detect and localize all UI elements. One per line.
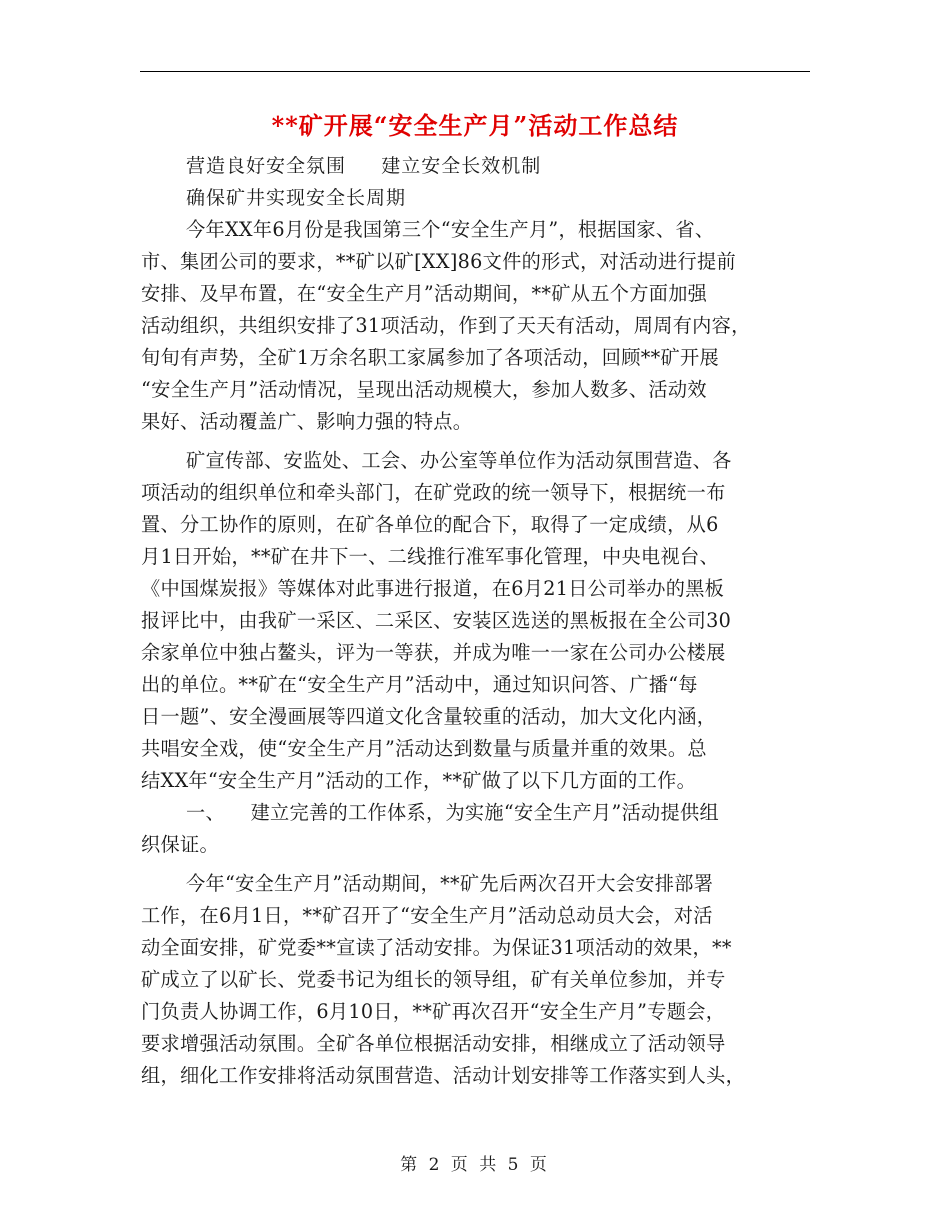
document-title: **矿开展“安全生产月”活动工作总结 — [271, 111, 679, 140]
body-line: 余家单位中独占鳌头，评为一等获，并成为唯一一家在公司办公楼展 — [141, 641, 726, 664]
body-line: 今年XX年6月份是我国第三个“安全生产月”，根据国家、省、 — [186, 218, 715, 241]
body-line: 共唱安全戏，使“安全生产月”活动达到数量与质量并重的效果。总 — [141, 737, 707, 760]
subtitle-line-2: 确保矿井实现安全长周期 — [186, 187, 407, 209]
body-line: 安排、及早布置，在“安全生产月”活动期间，**矿从五个方面加强 — [141, 282, 708, 305]
body-line: 门负责人协调工作，6月10日，**矿再次召开“安全生产月”专题会， — [141, 1000, 726, 1023]
body-line: 矿成立了以矿长、党委书记为组长的领导组，矿有关单位参加，并专 — [141, 968, 726, 991]
body-line: 工作，在6月1日，**矿召开了“安全生产月”活动总动员大会，对活 — [141, 904, 713, 927]
section-heading-line: 一、 建立完善的工作体系，为实施“安全生产月”活动提供组 — [186, 801, 720, 824]
body-line: 活动组织，共组织安排了31项活动，作到了天天有活动，周周有内容， — [141, 314, 751, 337]
body-line: 要求增强活动氛围。全矿各单位根据活动安排，相继成立了活动领导 — [141, 1032, 726, 1055]
body-line: 矿宣传部、安监处、工会、办公室等单位作为活动氛围营造、各 — [186, 449, 732, 472]
body-line: 出的单位。**矿在“安全生产月”活动中，通过知识问答、广播“每 — [141, 673, 698, 696]
body-line: 果好、活动覆盖广、影响力强的特点。 — [141, 410, 473, 433]
body-line: 动全面安排，矿党委**宣读了活动安排。为保证31项活动的效果，** — [141, 936, 732, 959]
body-line: 旬旬有声势，全矿1万余名职工家属参加了各项活动，回顾**矿开展 — [141, 346, 719, 369]
body-line: 市、集团公司的要求，**矿以矿[XX]86文件的形式，对活动进行提前 — [141, 250, 736, 273]
body-line: “安全生产月”活动情况，呈现出活动规模大，参加人数多、活动效 — [141, 378, 707, 401]
body-line: 组，细化工作安排将活动氛围营造、活动计划安排等工作落实到人头， — [141, 1064, 746, 1087]
body-line: 今年“安全生产月”活动期间，**矿先后两次召开大会安排部署 — [186, 872, 714, 895]
header-rule — [140, 71, 810, 72]
body-line: 月1日开始，**矿在井下一、二线推行准军事化管理，中央电视台、 — [141, 545, 719, 568]
body-line: 《中国煤炭报》等媒体对此事进行报道，在6月21日公司举办的黑板 — [141, 577, 725, 600]
body-line: 项活动的组织单位和牵头部门，在矿党政的统一领导下，根据统一布 — [141, 481, 726, 504]
section-heading-line: 织保证。 — [141, 833, 219, 856]
body-line: 报评比中，由我矿一采区、二采区、安装区选送的黑板报在全公司30 — [141, 609, 732, 632]
page-footer: 第 2 页 共 5 页 — [400, 1155, 550, 1175]
body-line: 结XX年“安全生产月”活动的工作，**矿做了以下几方面的工作。 — [141, 769, 697, 792]
body-line: 日一题”、安全漫画展等四道文化含量较重的活动，加大文化内涵， — [141, 705, 717, 728]
subtitle-line-1: 营造良好安全氛围 建立安全长效机制 — [186, 155, 542, 177]
body-line: 置、分工协作的原则，在矿各单位的配合下，取得了一定成绩，从6 — [141, 513, 719, 536]
